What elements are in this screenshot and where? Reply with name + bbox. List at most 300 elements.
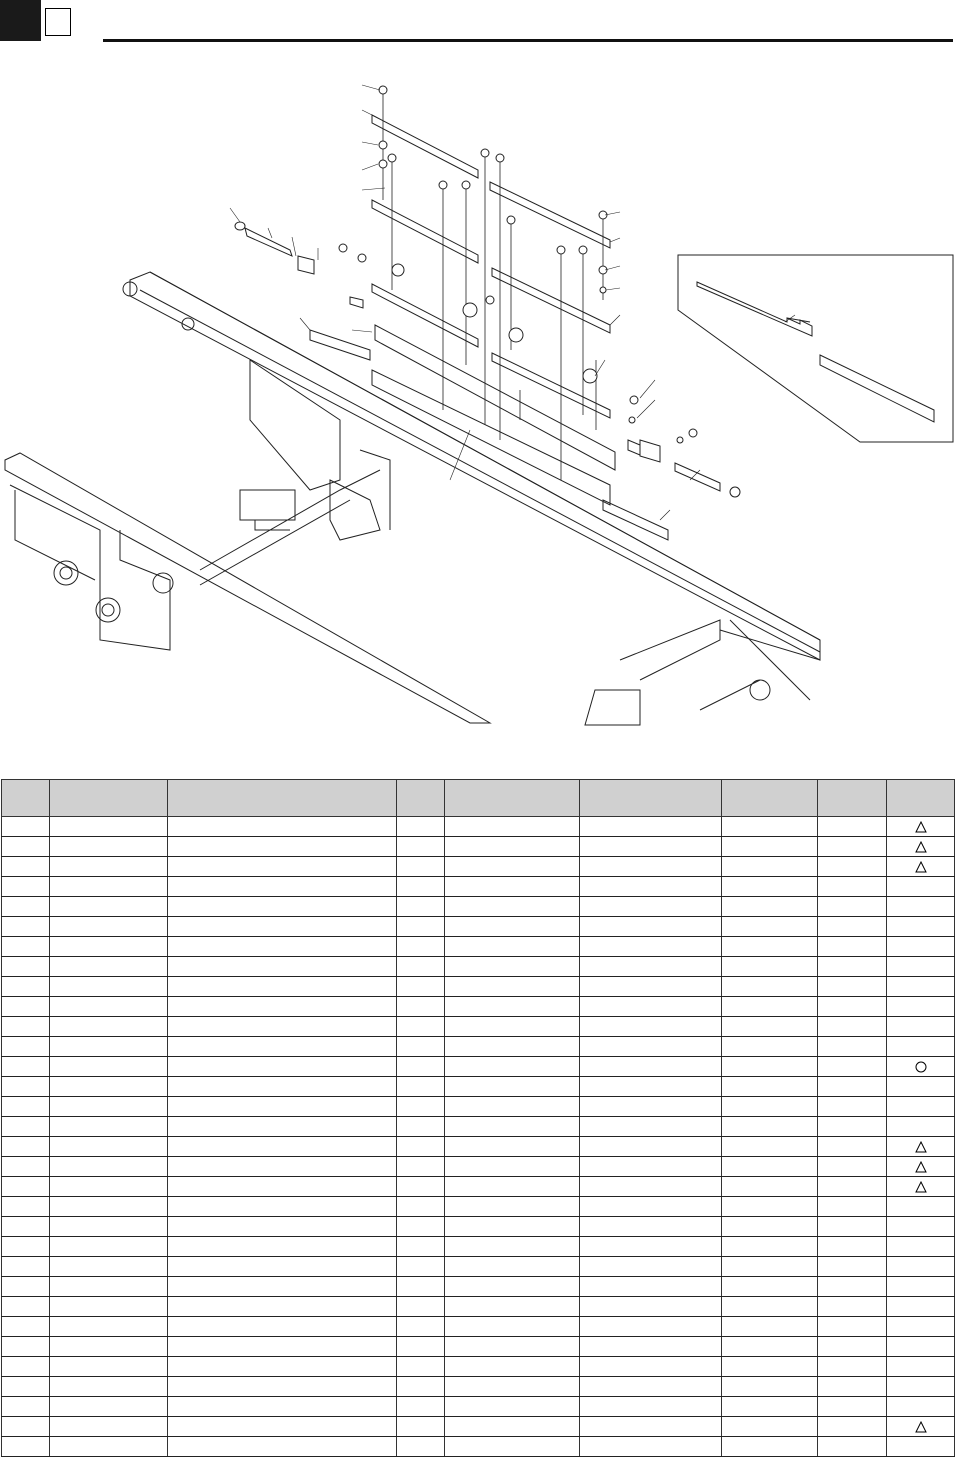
- parts-table-body: [2, 817, 955, 1457]
- table-row: [2, 977, 955, 997]
- exploded-parts-diagram: [0, 60, 955, 730]
- table-cell: [168, 917, 397, 937]
- triangle-marker-icon: [915, 841, 927, 853]
- table-cell: [168, 1217, 397, 1237]
- marker-cell: [887, 1077, 955, 1097]
- table-cell: [50, 1097, 168, 1117]
- table-cell: [50, 1317, 168, 1337]
- table-cell: [168, 1037, 397, 1057]
- table-cell: [445, 917, 580, 937]
- table-cell: [580, 1257, 722, 1277]
- marker-cell: [887, 1417, 955, 1437]
- marker-cell: [887, 1257, 955, 1277]
- table-cell: [722, 1157, 818, 1177]
- marker-cell: [887, 1177, 955, 1197]
- table-cell: [50, 1297, 168, 1317]
- table-cell: [397, 897, 445, 917]
- table-cell: [168, 1397, 397, 1417]
- table-header-cell: [2, 780, 50, 817]
- table-cell: [445, 1357, 580, 1377]
- table-cell: [2, 957, 50, 977]
- table-cell: [397, 1237, 445, 1257]
- table-cell: [722, 1317, 818, 1337]
- table-cell: [580, 1057, 722, 1077]
- table-row: [2, 897, 955, 917]
- table-cell: [168, 1437, 397, 1457]
- table-header-cell: [168, 780, 397, 817]
- table-cell: [722, 1417, 818, 1437]
- table-cell: [580, 1417, 722, 1437]
- table-cell: [397, 837, 445, 857]
- marker-cell: [887, 917, 955, 937]
- table-cell: [397, 1297, 445, 1317]
- table-cell: [722, 1097, 818, 1117]
- table-cell: [50, 977, 168, 997]
- table-cell: [50, 1157, 168, 1177]
- table-cell: [168, 897, 397, 917]
- table-cell: [50, 1277, 168, 1297]
- table-cell: [580, 857, 722, 877]
- table-cell: [580, 1377, 722, 1397]
- table-cell: [722, 937, 818, 957]
- table-cell: [2, 1417, 50, 1437]
- table-cell: [445, 877, 580, 897]
- header-rule: [103, 39, 953, 42]
- table-cell: [818, 1277, 887, 1297]
- table-cell: [722, 1437, 818, 1457]
- table-cell: [50, 857, 168, 877]
- table-cell: [722, 877, 818, 897]
- table-header-cell: [445, 780, 580, 817]
- table-cell: [445, 857, 580, 877]
- table-cell: [818, 1057, 887, 1077]
- table-cell: [445, 1417, 580, 1437]
- table-cell: [722, 1137, 818, 1157]
- table-cell: [445, 1437, 580, 1457]
- table-cell: [397, 857, 445, 877]
- table-cell: [445, 1377, 580, 1397]
- marker-cell: [887, 1157, 955, 1177]
- table-cell: [580, 837, 722, 857]
- table-row: [2, 1197, 955, 1217]
- table-cell: [168, 857, 397, 877]
- table-row: [2, 1237, 955, 1257]
- marker-cell: [887, 857, 955, 877]
- table-cell: [445, 1337, 580, 1357]
- table-cell: [2, 1197, 50, 1217]
- table-cell: [2, 1337, 50, 1357]
- table-cell: [722, 1397, 818, 1417]
- table-cell: [722, 1357, 818, 1377]
- table-cell: [2, 1237, 50, 1257]
- table-row: [2, 1277, 955, 1297]
- table-row: [2, 817, 955, 837]
- table-cell: [722, 837, 818, 857]
- table-cell: [722, 1037, 818, 1057]
- table-cell: [445, 997, 580, 1017]
- table-cell: [818, 1017, 887, 1037]
- table-cell: [722, 897, 818, 917]
- table-cell: [168, 877, 397, 897]
- marker-cell: [887, 957, 955, 977]
- table-cell: [580, 1357, 722, 1377]
- table-cell: [397, 1197, 445, 1217]
- table-cell: [580, 1017, 722, 1037]
- table-row: [2, 1437, 955, 1457]
- table-cell: [445, 1117, 580, 1137]
- table-cell: [2, 1297, 50, 1317]
- table-cell: [397, 1137, 445, 1157]
- table-row: [2, 937, 955, 957]
- table-cell: [397, 817, 445, 837]
- table-row: [2, 957, 955, 977]
- table-cell: [580, 1397, 722, 1417]
- table-row: [2, 877, 955, 897]
- table-cell: [445, 1097, 580, 1117]
- marker-cell: [887, 1437, 955, 1457]
- table-cell: [722, 997, 818, 1017]
- table-cell: [168, 1357, 397, 1377]
- section-number-box: [45, 8, 71, 36]
- table-cell: [445, 1137, 580, 1157]
- table-cell: [818, 1217, 887, 1237]
- table-cell: [2, 897, 50, 917]
- table-cell: [445, 817, 580, 837]
- table-cell: [397, 1317, 445, 1337]
- table-cell: [580, 897, 722, 917]
- table-row: [2, 1217, 955, 1237]
- marker-cell: [887, 937, 955, 957]
- table-cell: [580, 817, 722, 837]
- table-cell: [397, 1157, 445, 1177]
- table-cell: [50, 817, 168, 837]
- table-header-cell: [397, 780, 445, 817]
- table-cell: [2, 1157, 50, 1177]
- table-cell: [818, 1337, 887, 1357]
- marker-cell: [887, 1117, 955, 1137]
- table-cell: [580, 1077, 722, 1097]
- table-cell: [50, 1397, 168, 1417]
- table-cell: [722, 1377, 818, 1397]
- table-row: [2, 1397, 955, 1417]
- inset-detail: [678, 255, 953, 442]
- marker-cell: [887, 817, 955, 837]
- table-cell: [722, 1177, 818, 1197]
- table-cell: [580, 1177, 722, 1197]
- right-shaft: [628, 440, 740, 497]
- table-cell: [580, 1137, 722, 1157]
- table-cell: [50, 1197, 168, 1217]
- table-cell: [722, 1277, 818, 1297]
- table-cell: [445, 1277, 580, 1297]
- table-cell: [50, 957, 168, 977]
- table-cell: [722, 1197, 818, 1217]
- table-cell: [168, 957, 397, 977]
- table-cell: [2, 857, 50, 877]
- table-cell: [445, 1297, 580, 1317]
- table-cell: [168, 997, 397, 1017]
- table-cell: [397, 1217, 445, 1237]
- main-rail: [123, 272, 820, 660]
- table-cell: [722, 1057, 818, 1077]
- lower-frame: [5, 360, 820, 725]
- table-cell: [818, 1417, 887, 1437]
- table-row: [2, 1077, 955, 1097]
- table-cell: [818, 1037, 887, 1057]
- table-cell: [2, 1397, 50, 1417]
- table-cell: [397, 1417, 445, 1437]
- table-cell: [2, 1277, 50, 1297]
- table-cell: [168, 1237, 397, 1257]
- triangle-marker-icon: [915, 861, 927, 873]
- table-cell: [168, 1297, 397, 1317]
- table-cell: [580, 1217, 722, 1237]
- table-cell: [580, 1337, 722, 1357]
- table-cell: [2, 1037, 50, 1057]
- table-cell: [818, 1257, 887, 1277]
- table-cell: [445, 1037, 580, 1057]
- table-cell: [168, 1097, 397, 1117]
- table-cell: [818, 857, 887, 877]
- table-cell: [2, 877, 50, 897]
- table-cell: [2, 1357, 50, 1377]
- table-cell: [818, 1377, 887, 1397]
- marker-cell: [887, 1037, 955, 1057]
- table-cell: [445, 1157, 580, 1177]
- table-cell: [168, 1337, 397, 1357]
- table-cell: [397, 977, 445, 997]
- table-row: [2, 1297, 955, 1317]
- triangle-marker-icon: [915, 1421, 927, 1433]
- table-cell: [445, 1257, 580, 1277]
- triangle-marker-icon: [915, 1161, 927, 1173]
- table-cell: [2, 1217, 50, 1237]
- table-cell: [50, 1417, 168, 1437]
- fastener-guides: [383, 90, 603, 480]
- table-row: [2, 1417, 955, 1437]
- table-cell: [722, 1257, 818, 1277]
- table-cell: [50, 1117, 168, 1137]
- table-cell: [50, 1017, 168, 1037]
- table-cell: [2, 1137, 50, 1157]
- table-cell: [722, 1217, 818, 1237]
- table-cell: [580, 917, 722, 937]
- table-cell: [397, 1277, 445, 1297]
- table-row: [2, 1257, 955, 1277]
- table-cell: [168, 817, 397, 837]
- table-cell: [445, 977, 580, 997]
- table-cell: [722, 857, 818, 877]
- triangle-marker-icon: [915, 821, 927, 833]
- table-row: [2, 917, 955, 937]
- table-cell: [50, 877, 168, 897]
- table-header-cell: [887, 780, 955, 817]
- table-cell: [2, 1057, 50, 1077]
- marker-cell: [887, 1277, 955, 1297]
- table-cell: [580, 997, 722, 1017]
- table-cell: [397, 1397, 445, 1417]
- table-cell: [818, 1397, 887, 1417]
- table-row: [2, 997, 955, 1017]
- table-row: [2, 1177, 955, 1197]
- table-cell: [445, 937, 580, 957]
- table-cell: [818, 817, 887, 837]
- table-cell: [397, 1177, 445, 1197]
- circle-marker-icon: [915, 1061, 927, 1073]
- triangle-marker-icon: [915, 1181, 927, 1193]
- table-cell: [580, 1237, 722, 1257]
- table-cell: [818, 1117, 887, 1137]
- table-cell: [818, 1237, 887, 1257]
- table-cell: [722, 957, 818, 977]
- table-cell: [722, 1077, 818, 1097]
- table-row: [2, 1037, 955, 1057]
- table-cell: [397, 1257, 445, 1277]
- table-cell: [50, 1437, 168, 1457]
- marker-cell: [887, 1097, 955, 1117]
- marker-cell: [887, 997, 955, 1017]
- table-cell: [580, 1317, 722, 1337]
- marker-cell: [887, 1197, 955, 1217]
- table-header-cell: [818, 780, 887, 817]
- table-header-row: [2, 780, 955, 817]
- table-cell: [722, 1017, 818, 1037]
- parts-list-table: [1, 779, 955, 1457]
- table-cell: [50, 1217, 168, 1237]
- table-row: [2, 1117, 955, 1137]
- triangle-marker-icon: [915, 1141, 927, 1153]
- table-cell: [2, 817, 50, 837]
- table-cell: [818, 897, 887, 917]
- marker-cell: [887, 877, 955, 897]
- table-cell: [168, 1257, 397, 1277]
- table-cell: [722, 817, 818, 837]
- table-cell: [50, 1357, 168, 1377]
- table-cell: [818, 937, 887, 957]
- table-cell: [2, 937, 50, 957]
- marker-cell: [887, 1237, 955, 1257]
- table-row: [2, 1097, 955, 1117]
- table-cell: [580, 977, 722, 997]
- table-header-cell: [580, 780, 722, 817]
- table-cell: [397, 997, 445, 1017]
- table-cell: [445, 1197, 580, 1217]
- marker-cell: [887, 897, 955, 917]
- table-row: [2, 1357, 955, 1377]
- table-cell: [818, 1077, 887, 1097]
- table-cell: [445, 1317, 580, 1337]
- table-cell: [50, 1237, 168, 1257]
- table-cell: [2, 997, 50, 1017]
- table-cell: [50, 897, 168, 917]
- table-cell: [50, 1077, 168, 1097]
- table-cell: [445, 1057, 580, 1077]
- table-cell: [818, 997, 887, 1017]
- table-cell: [2, 1077, 50, 1097]
- marker-cell: [887, 1017, 955, 1037]
- table-cell: [50, 837, 168, 857]
- table-cell: [168, 1377, 397, 1397]
- table-cell: [168, 1137, 397, 1157]
- table-cell: [168, 977, 397, 997]
- table-cell: [722, 917, 818, 937]
- table-cell: [818, 877, 887, 897]
- marker-cell: [887, 1337, 955, 1357]
- table-cell: [580, 1297, 722, 1317]
- table-cell: [818, 917, 887, 937]
- table-cell: [2, 1437, 50, 1457]
- table-cell: [2, 1177, 50, 1197]
- table-cell: [818, 1097, 887, 1117]
- table-row: [2, 1137, 955, 1157]
- table-cell: [722, 1117, 818, 1137]
- table-cell: [2, 1317, 50, 1337]
- table-cell: [397, 917, 445, 937]
- table-cell: [445, 837, 580, 857]
- table-cell: [818, 1137, 887, 1157]
- table-cell: [397, 1057, 445, 1077]
- table-cell: [818, 1357, 887, 1377]
- table-cell: [50, 917, 168, 937]
- table-cell: [397, 1117, 445, 1137]
- table-cell: [168, 1017, 397, 1037]
- table-cell: [168, 1077, 397, 1097]
- table-cell: [397, 1037, 445, 1057]
- table-cell: [818, 837, 887, 857]
- table-cell: [445, 897, 580, 917]
- table-cell: [445, 1177, 580, 1197]
- marker-cell: [887, 1377, 955, 1397]
- table-cell: [168, 837, 397, 857]
- table-cell: [397, 1377, 445, 1397]
- table-cell: [722, 1237, 818, 1257]
- table-cell: [580, 1117, 722, 1137]
- left-shaft: [235, 222, 363, 308]
- marker-cell: [887, 1397, 955, 1417]
- table-row: [2, 1377, 955, 1397]
- table-cell: [580, 957, 722, 977]
- table-cell: [2, 837, 50, 857]
- table-cell: [50, 997, 168, 1017]
- table-cell: [722, 1337, 818, 1357]
- marker-cell: [887, 1297, 955, 1317]
- table-cell: [818, 1437, 887, 1457]
- table-cell: [168, 1177, 397, 1197]
- table-cell: [168, 1197, 397, 1217]
- table-cell: [397, 877, 445, 897]
- table-cell: [580, 1097, 722, 1117]
- section-tab-block: [0, 0, 41, 41]
- table-cell: [50, 937, 168, 957]
- table-cell: [168, 1157, 397, 1177]
- table-cell: [580, 937, 722, 957]
- table-cell: [445, 1017, 580, 1037]
- marker-cell: [887, 1217, 955, 1237]
- table-row: [2, 1337, 955, 1357]
- table-row: [2, 1017, 955, 1037]
- table-cell: [397, 1097, 445, 1117]
- table-cell: [397, 1437, 445, 1457]
- table-cell: [580, 1157, 722, 1177]
- table-row: [2, 1157, 955, 1177]
- table-cell: [722, 1297, 818, 1317]
- table-cell: [50, 1057, 168, 1077]
- table-cell: [2, 1117, 50, 1137]
- table-cell: [2, 977, 50, 997]
- table-cell: [168, 1317, 397, 1337]
- marker-cell: [887, 1317, 955, 1337]
- table-cell: [397, 1357, 445, 1377]
